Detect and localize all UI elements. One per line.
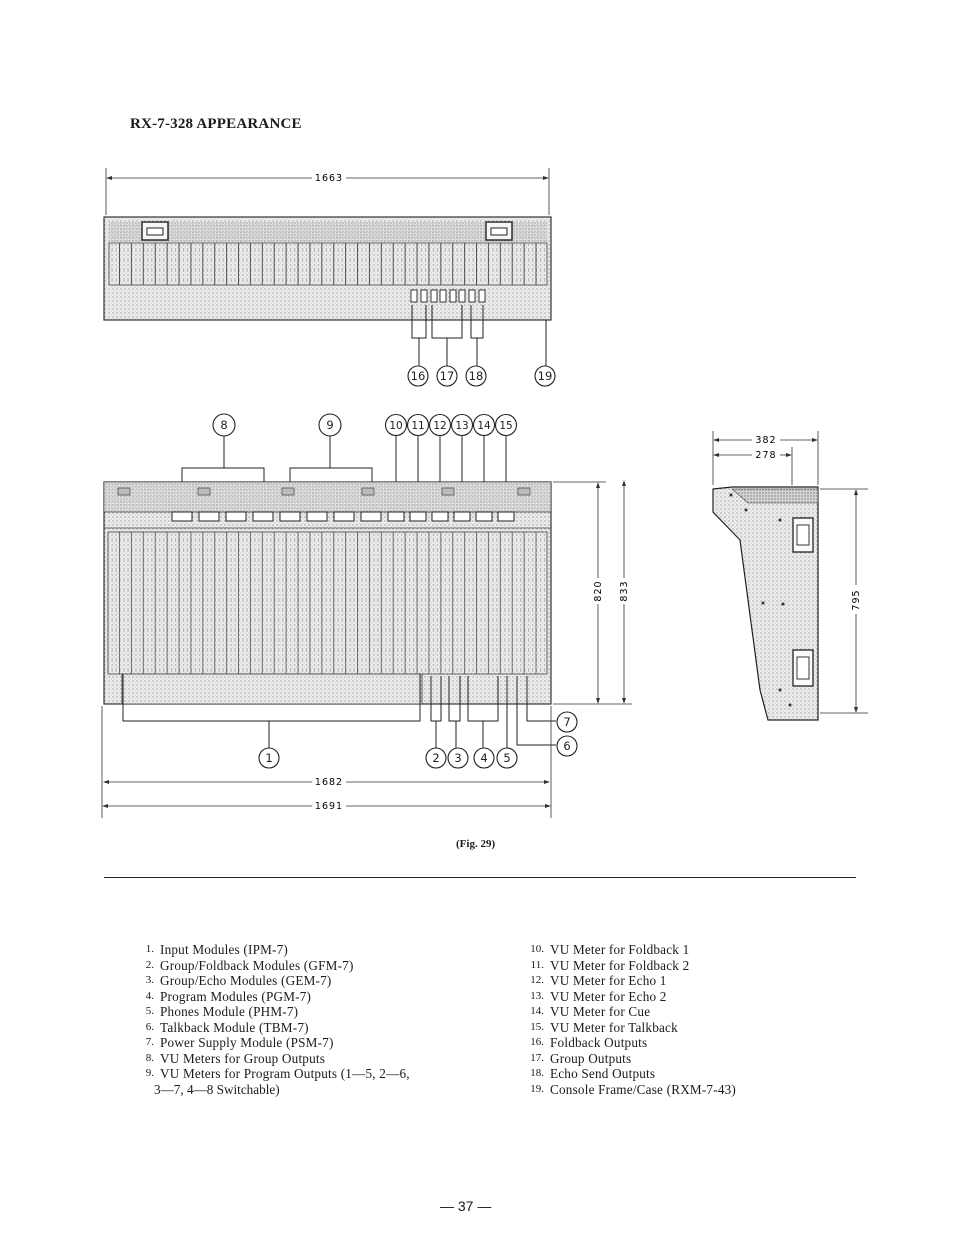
callout-3: 3 [454, 751, 462, 765]
legend-right [524, 942, 854, 1097]
callout-15: 15 [499, 420, 513, 432]
legend-number: 17. [530, 1051, 544, 1064]
legend-label: VU Meter for Echo 2 [550, 988, 667, 1004]
legend-item [524, 1051, 854, 1067]
legend-number: 14. [530, 1005, 544, 1017]
legend-number: 16. [530, 1036, 544, 1048]
callout-14: 14 [477, 420, 491, 432]
legend-label: Console Frame/Case (RXM-7-43) [550, 1081, 737, 1097]
legend-label: Talkback Module (TBM-7) [160, 1019, 309, 1035]
callout-12: 12 [433, 420, 447, 432]
legend-label: Group Outputs [550, 1050, 632, 1066]
legend-label: Input Modules (IPM-7) [160, 942, 289, 957]
legend-number: 9. [145, 1067, 154, 1079]
figure-caption: (Fig. 29) [456, 838, 496, 850]
legend-number: 18. [530, 1067, 544, 1079]
legend-label: VU Meter for Echo 1 [550, 973, 667, 988]
callout-16: 16 [410, 369, 426, 383]
callout-11: 11 [411, 420, 425, 432]
callout-7: 7 [563, 715, 571, 729]
side-view [713, 431, 868, 720]
legend-number: 5. [145, 1005, 154, 1017]
legend-label: Group/Echo Modules (GEM-7) [160, 973, 332, 988]
callout-5: 5 [503, 751, 511, 765]
legend-item [524, 1082, 854, 1098]
legend-item [524, 1035, 854, 1051]
legend-number: 12. [530, 974, 544, 986]
callout-6: 6 [563, 739, 571, 753]
legend-continuation: 3—7, 4—8 Switchable) [154, 1081, 280, 1097]
dim-382: 382 [755, 435, 777, 446]
legend-label: Echo Send Outputs [550, 1066, 656, 1081]
legend-number: 2. [145, 958, 154, 971]
legend-item [134, 1051, 464, 1067]
dim-1691: 1691 [314, 801, 344, 812]
dim-820: 820 [593, 580, 604, 602]
dim-795: 795 [851, 589, 862, 611]
legend-label: VU Meters for Group Outputs [160, 1050, 326, 1066]
legend-number: 3. [145, 974, 154, 986]
legend-item [524, 1066, 854, 1082]
legend-item [134, 989, 464, 1005]
legend-number: 8. [145, 1051, 154, 1064]
legend-label: VU Meter for Foldback 1 [550, 942, 690, 957]
legend-item [134, 973, 464, 989]
rear-view [104, 168, 555, 386]
legend-label: Group/Foldback Modules (GFM-7) [160, 957, 354, 973]
callout-19: 19 [537, 369, 553, 383]
legend-left [134, 942, 464, 1097]
legend-item [524, 1020, 854, 1036]
callout-2: 2 [432, 751, 440, 765]
dim-278: 278 [755, 450, 777, 461]
page-number: — 37 — [440, 1198, 492, 1214]
legend-label: VU Meter for Talkback [550, 1019, 678, 1035]
legend-item [524, 973, 854, 989]
legend-number: 19. [530, 1082, 544, 1095]
legend-item [134, 1066, 464, 1082]
legend-number: 1. [145, 943, 154, 955]
legend-label: Program Modules (PGM-7) [160, 988, 312, 1004]
legend-label: Foldback Outputs [550, 1035, 648, 1050]
legend-number: 15. [530, 1020, 544, 1033]
legend-number: 10. [530, 943, 544, 955]
legend-item [134, 1004, 464, 1020]
legend-label: Power Supply Module (PSM-7) [160, 1035, 334, 1050]
legend-item [524, 1004, 854, 1020]
legend-label: VU Meter for Cue [550, 1004, 651, 1019]
callout-17: 17 [439, 369, 455, 383]
callout-1: 1 [265, 751, 273, 765]
legend-label: VU Meter for Foldback 2 [550, 957, 690, 973]
legend-number: 11. [530, 958, 544, 971]
legend-item [524, 958, 854, 974]
callout-9: 9 [326, 418, 334, 432]
front-view [102, 414, 632, 818]
callout-4: 4 [480, 751, 488, 765]
legend-item [524, 942, 854, 958]
legend-item [134, 1020, 464, 1036]
dim-833: 833 [619, 580, 630, 602]
legend-item [524, 989, 854, 1005]
legend-item [134, 958, 464, 974]
legend-number: 13. [530, 989, 544, 1002]
callout-18: 18 [468, 369, 484, 383]
legend-number: 6. [145, 1020, 154, 1033]
legend-label: Phones Module (PHM-7) [160, 1004, 299, 1019]
legend-item [134, 1035, 464, 1051]
callout-13: 13 [455, 420, 469, 432]
legend-number: 4. [145, 989, 154, 1002]
legend-item [134, 942, 464, 958]
callout-10: 10 [389, 420, 403, 432]
legend-number: 7. [145, 1036, 154, 1048]
divider [104, 877, 856, 878]
dim-1663: 1663 [314, 173, 344, 184]
dim-1682: 1682 [314, 777, 344, 788]
callout-8: 8 [220, 418, 228, 432]
legend-label: VU Meters for Program Outputs (1—5, 2—6, [160, 1066, 410, 1081]
page-title: RX-7-328 APPEARANCE [130, 116, 302, 132]
